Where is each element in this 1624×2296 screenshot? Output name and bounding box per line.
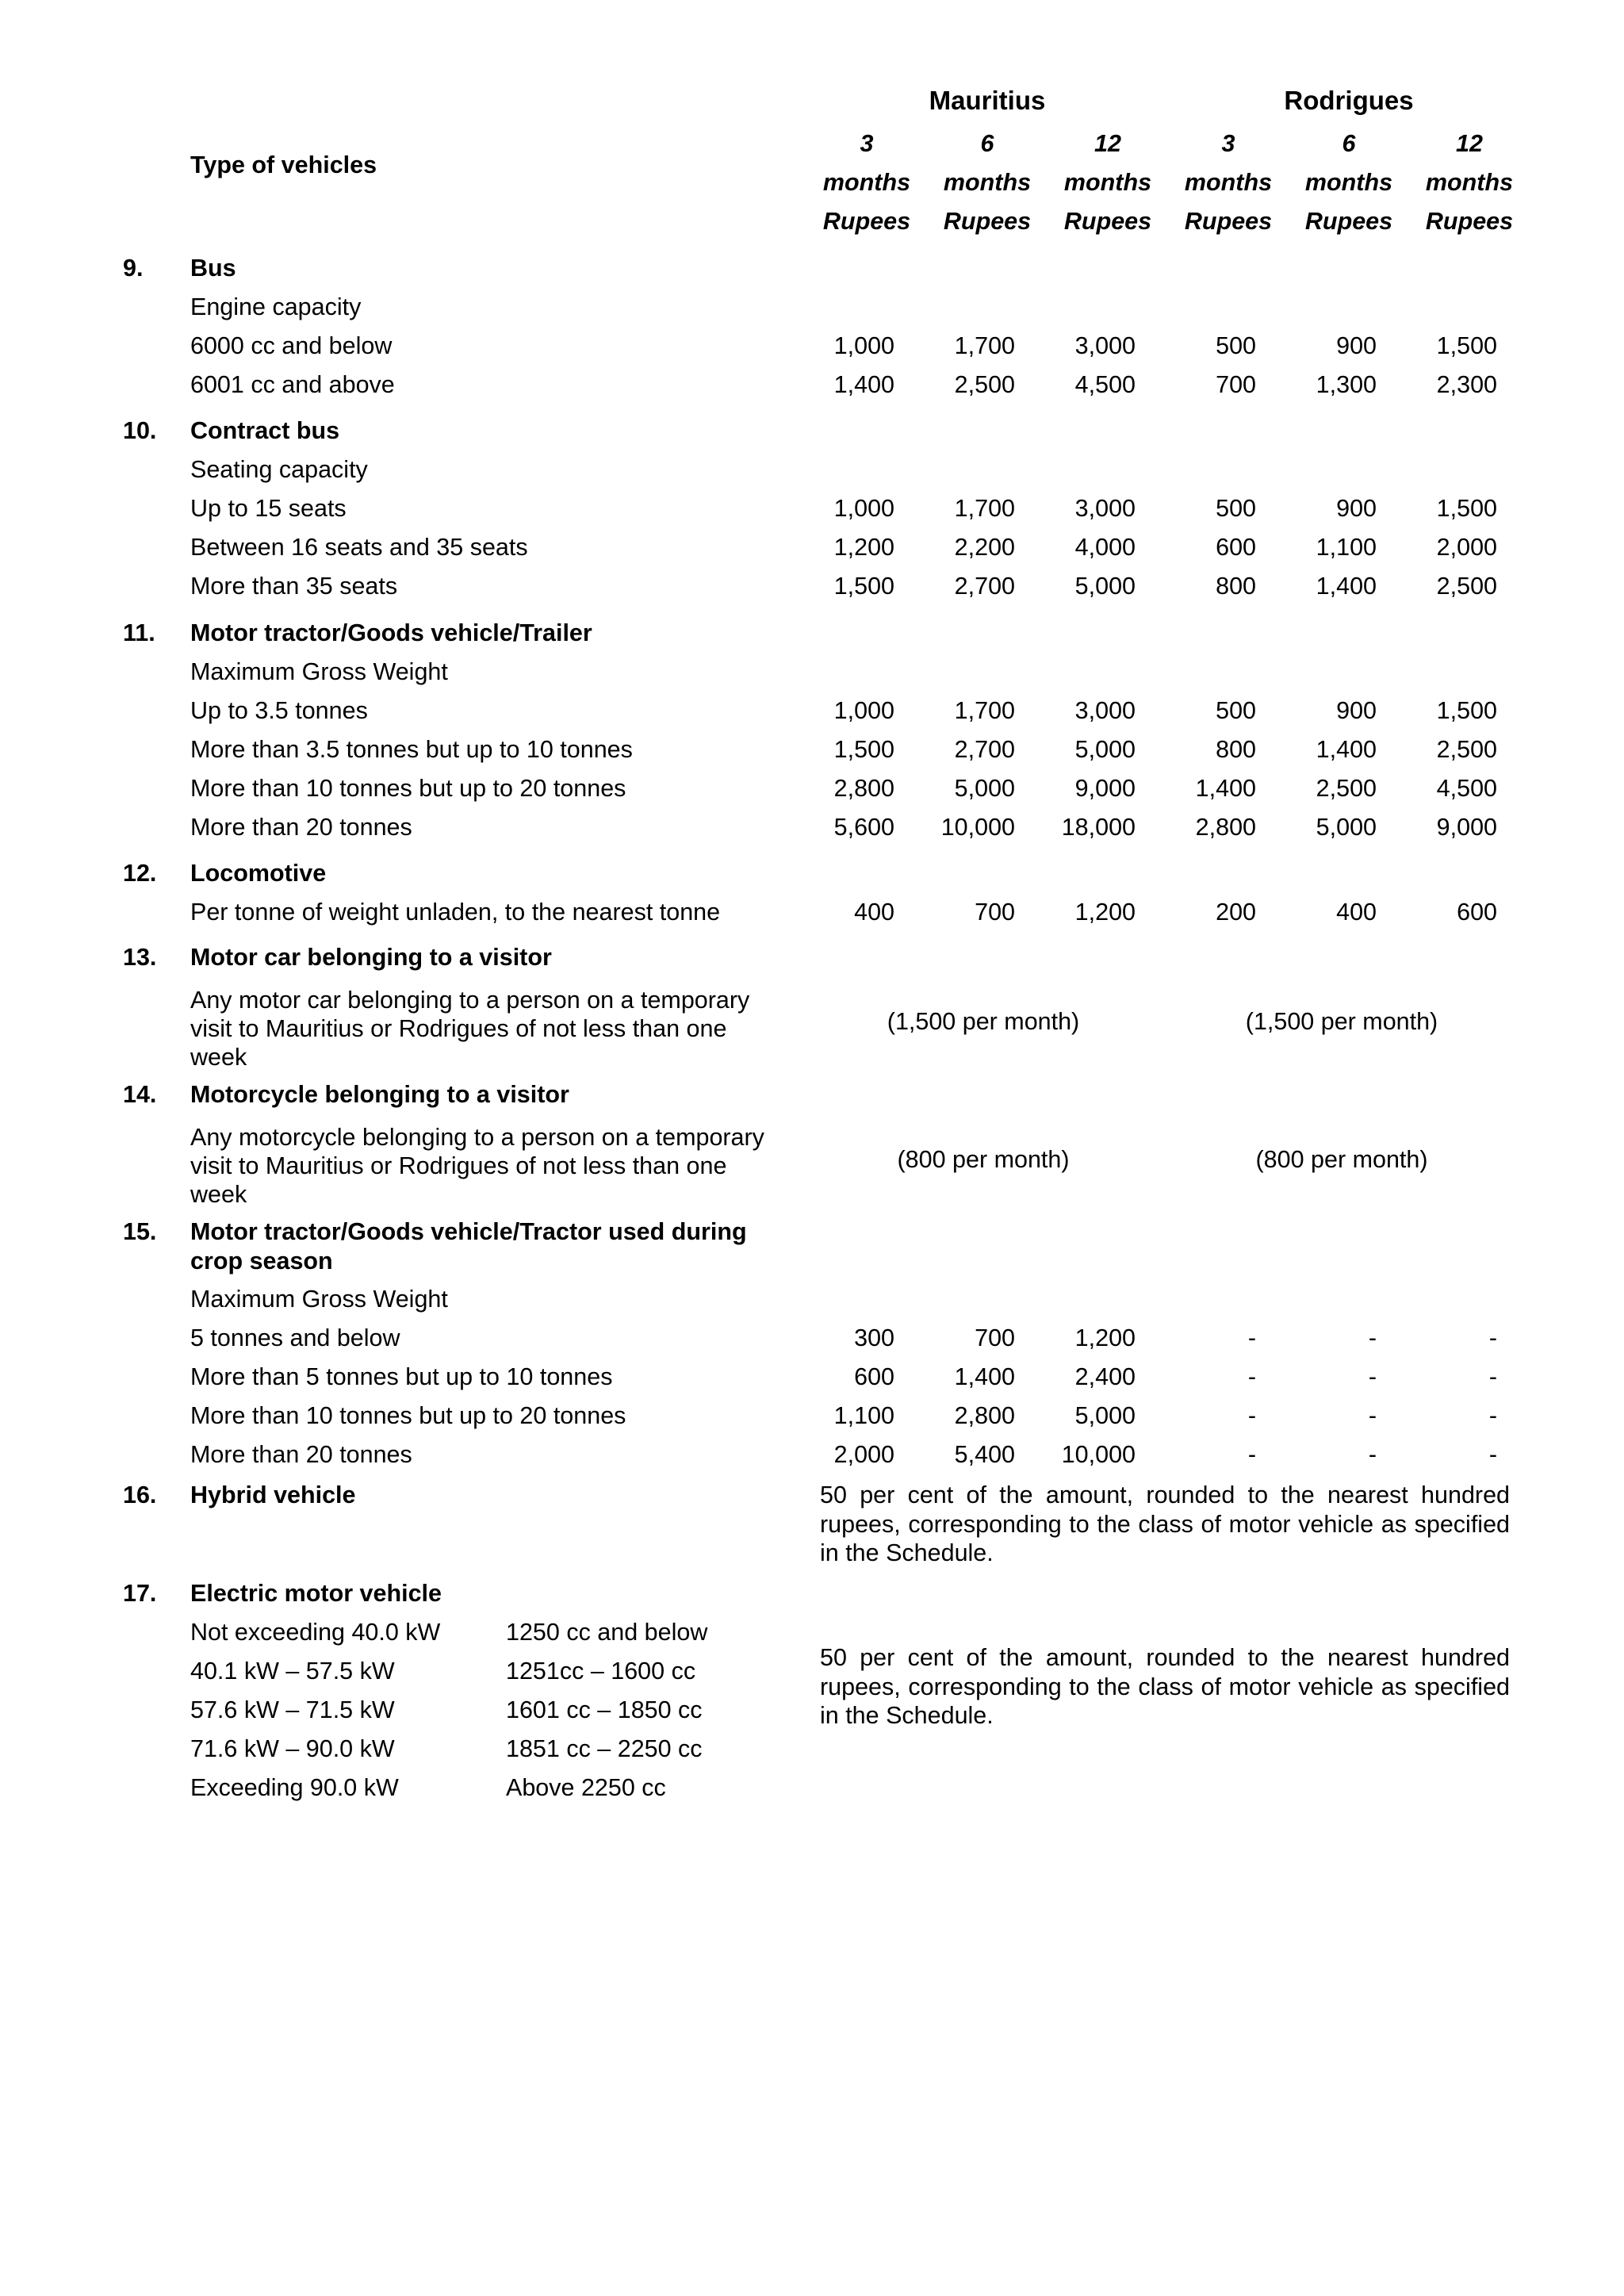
row-label: More than 3.5 tonnes but up to 10 tonnes (190, 736, 633, 763)
row-value: 300 (854, 1324, 894, 1351)
region-heading-rodrigues: Rodrigues (1284, 86, 1414, 115)
visitor-description: Any motorcycle belonging to a person on a temporary (190, 1124, 764, 1151)
column-period-number: 12 (1456, 130, 1483, 157)
power-range: 57.6 kW – 71.5 kW (190, 1696, 395, 1723)
row-value: 1,400 (1316, 736, 1377, 763)
subheading: Maximum Gross Weight (190, 658, 448, 685)
row-value: 18,000 (1061, 814, 1136, 841)
row-value: - (1488, 1324, 1497, 1351)
column-currency: Rupees (1184, 208, 1273, 235)
row-value: 600 (1216, 534, 1256, 561)
engine-capacity-range: 1250 cc and below (506, 1619, 708, 1646)
row-value: 9,000 (1436, 814, 1497, 841)
mauritius-monthly-rate: (1,500 per month) (887, 1008, 1080, 1035)
row-value: 4,000 (1074, 534, 1136, 561)
column-currency: Rupees (1425, 208, 1514, 235)
row-value: 5,000 (954, 775, 1015, 802)
row-value: 400 (1336, 899, 1377, 926)
row-label: More than 20 tonnes (190, 814, 412, 841)
row-value: 2,500 (1316, 775, 1377, 802)
row-value: 2,400 (1074, 1363, 1136, 1390)
visitor-description: visit to Mauritius or Rodrigues of not less than one (190, 1152, 727, 1179)
section-number: 11. (123, 619, 155, 646)
electric-vehicle-note: 50 per cent of the amount, rounded to the nearest hundred rupees, corresponding to the class of motor vehicle as specified in the Schedule. (820, 1644, 1510, 1730)
visitor-description: Any motor car belonging to a person on a temporary (190, 987, 750, 1014)
row-label: 5 tonnes and below (190, 1324, 400, 1351)
column-period-unit: months (1184, 169, 1273, 196)
row-label: 6001 cc and above (190, 371, 395, 398)
row-value: 5,000 (1074, 573, 1136, 600)
row-value: 2,500 (954, 371, 1015, 398)
row-value: 2,800 (954, 1402, 1015, 1429)
section-number: 9. (123, 255, 144, 282)
row-value: 1,200 (1074, 1324, 1136, 1351)
power-range: 40.1 kW – 57.5 kW (190, 1658, 395, 1685)
row-label: More than 10 tonnes but up to 20 tonnes (190, 775, 626, 802)
power-range: Not exceeding 40.0 kW (190, 1619, 441, 1646)
section-number: 12. (123, 860, 157, 887)
row-value: 800 (1216, 573, 1256, 600)
section-number: 17. (123, 1580, 157, 1607)
row-value: 1,500 (833, 573, 894, 600)
row-label: More than 10 tonnes but up to 20 tonnes (190, 1402, 626, 1429)
row-value: 1,700 (954, 332, 1015, 359)
row-value: 500 (1216, 495, 1256, 522)
row-value: - (1368, 1324, 1377, 1351)
row-value: 1,400 (833, 371, 894, 398)
row-value: - (1247, 1324, 1256, 1351)
row-value: 1,000 (833, 495, 894, 522)
row-value: 2,200 (954, 534, 1015, 561)
column-currency: Rupees (1304, 208, 1393, 235)
row-value: - (1488, 1441, 1497, 1468)
row-value: 1,700 (954, 697, 1015, 724)
row-value: 1,100 (1316, 534, 1377, 561)
row-value: 4,500 (1436, 775, 1497, 802)
column-currency: Rupees (1063, 208, 1152, 235)
column-period-number: 6 (1342, 130, 1356, 157)
row-label: More than 35 seats (190, 573, 398, 600)
region-heading-mauritius: Mauritius (929, 86, 1046, 115)
subheading: Engine capacity (190, 293, 362, 320)
row-value: - (1247, 1402, 1256, 1429)
section-title: Motor car belonging to a visitor (190, 944, 552, 971)
column-period-unit: months (822, 169, 911, 196)
power-range: 71.6 kW – 90.0 kW (190, 1735, 395, 1762)
row-label: Up to 3.5 tonnes (190, 697, 368, 724)
row-label: 6000 cc and below (190, 332, 393, 359)
row-value: - (1368, 1402, 1377, 1429)
row-value: 700 (975, 899, 1015, 926)
row-value: 200 (1216, 899, 1256, 926)
row-value: 2,800 (1195, 814, 1256, 841)
row-value: 600 (854, 1363, 894, 1390)
row-value: 2,500 (1436, 573, 1497, 600)
row-value: 500 (1216, 697, 1256, 724)
row-value: 700 (1216, 371, 1256, 398)
section-title: Bus (190, 255, 236, 282)
row-value: 1,500 (1436, 495, 1497, 522)
column-period-unit: months (1304, 169, 1393, 196)
row-value: 1,000 (833, 697, 894, 724)
row-value: 3,000 (1074, 495, 1136, 522)
row-value: 500 (1216, 332, 1256, 359)
row-value: 10,000 (1061, 1441, 1136, 1468)
column-currency: Rupees (822, 208, 911, 235)
row-value: - (1368, 1441, 1377, 1468)
column-period-unit: months (943, 169, 1032, 196)
column-period-number: 12 (1094, 130, 1121, 157)
row-value: - (1488, 1402, 1497, 1429)
row-label: Between 16 seats and 35 seats (190, 534, 528, 561)
rodrigues-monthly-rate: (800 per month) (1255, 1146, 1428, 1173)
column-period-number: 3 (1221, 130, 1235, 157)
row-value: 900 (1336, 697, 1377, 724)
row-value: 5,000 (1316, 814, 1377, 841)
column-period-number: 3 (860, 130, 874, 157)
row-value: 5,600 (833, 814, 894, 841)
section-title: Electric motor vehicle (190, 1580, 442, 1607)
visitor-description: week (190, 1181, 247, 1208)
row-label: More than 5 tonnes but up to 10 tonnes (190, 1363, 613, 1390)
row-value: 1,500 (833, 736, 894, 763)
row-value: 1,400 (954, 1363, 1015, 1390)
row-label: More than 20 tonnes (190, 1441, 412, 1468)
row-value: 5,000 (1074, 736, 1136, 763)
row-value: 400 (854, 899, 894, 926)
row-value: 1,300 (1316, 371, 1377, 398)
engine-capacity-range: 1251cc – 1600 cc (506, 1658, 696, 1685)
row-value: 1,400 (1195, 775, 1256, 802)
row-value: 900 (1336, 495, 1377, 522)
row-label: Per tonne of weight unladen, to the nearest tonne (190, 899, 721, 926)
type-of-vehicles-heading: Type of vehicles (190, 151, 377, 178)
row-value: 1,700 (954, 495, 1015, 522)
row-value: 1,500 (1436, 332, 1497, 359)
section-title: Contract bus (190, 417, 340, 444)
engine-capacity-range: 1601 cc – 1850 cc (506, 1696, 703, 1723)
column-period-number: 6 (980, 130, 994, 157)
row-value: 2,000 (1436, 534, 1497, 561)
column-period-unit: months (1425, 169, 1514, 196)
section-title: Hybrid vehicle (190, 1481, 356, 1508)
row-value: 2,300 (1436, 371, 1497, 398)
power-range: Exceeding 90.0 kW (190, 1774, 399, 1801)
row-value: - (1247, 1441, 1256, 1468)
row-value: 1,200 (833, 534, 894, 561)
engine-capacity-range: Above 2250 cc (506, 1774, 666, 1801)
row-value: 2,700 (954, 736, 1015, 763)
row-value: - (1488, 1363, 1497, 1390)
section-title: Locomotive (190, 860, 327, 887)
row-label: Up to 15 seats (190, 495, 347, 522)
row-value: - (1368, 1363, 1377, 1390)
section-title: crop season (190, 1248, 333, 1274)
section-title: Motor tractor/Goods vehicle/Trailer (190, 619, 592, 646)
row-value: 2,500 (1436, 736, 1497, 763)
section-number: 13. (123, 944, 157, 971)
row-value: 1,100 (833, 1402, 894, 1429)
row-value: 1,500 (1436, 697, 1497, 724)
row-value: 5,000 (1074, 1402, 1136, 1429)
visitor-description: week (190, 1044, 247, 1071)
section-number: 16. (123, 1481, 157, 1508)
section-title: Motorcycle belonging to a visitor (190, 1081, 569, 1108)
row-value: - (1247, 1363, 1256, 1390)
row-value: 2,700 (954, 573, 1015, 600)
subheading: Maximum Gross Weight (190, 1286, 448, 1313)
engine-capacity-range: 1851 cc – 2250 cc (506, 1735, 703, 1762)
row-value: 4,500 (1074, 371, 1136, 398)
row-value: 10,000 (940, 814, 1015, 841)
row-value: 1,200 (1074, 899, 1136, 926)
row-value: 3,000 (1074, 332, 1136, 359)
column-period-unit: months (1063, 169, 1152, 196)
row-value: 900 (1336, 332, 1377, 359)
section-title: Motor tractor/Goods vehicle/Tractor used during (190, 1218, 747, 1245)
row-value: 3,000 (1074, 697, 1136, 724)
hybrid-vehicle-note: 50 per cent of the amount, rounded to the nearest hundred rupees, corresponding to the class of motor vehicle as specified in the Schedule. (820, 1481, 1510, 1567)
visitor-description: visit to Mauritius or Rodrigues of not less than one (190, 1015, 727, 1042)
row-value: 2,800 (833, 775, 894, 802)
row-value: 2,000 (833, 1441, 894, 1468)
row-value: 700 (975, 1324, 1015, 1351)
section-number: 15. (123, 1218, 157, 1245)
section-number: 14. (123, 1081, 157, 1108)
row-value: 1,400 (1316, 573, 1377, 600)
column-currency: Rupees (943, 208, 1032, 235)
row-value: 1,000 (833, 332, 894, 359)
rodrigues-monthly-rate: (1,500 per month) (1245, 1008, 1438, 1035)
section-number: 10. (123, 417, 157, 444)
subheading: Seating capacity (190, 456, 368, 483)
row-value: 9,000 (1074, 775, 1136, 802)
row-value: 5,400 (954, 1441, 1015, 1468)
row-value: 600 (1457, 899, 1497, 926)
row-value: 800 (1216, 736, 1256, 763)
mauritius-monthly-rate: (800 per month) (897, 1146, 1070, 1173)
